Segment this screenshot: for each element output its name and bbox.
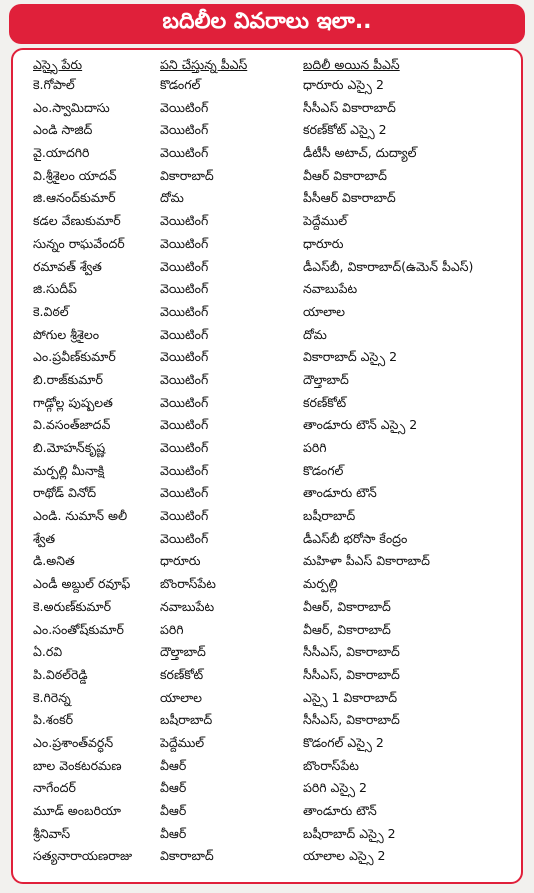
cell-si-name: శ్రీనివాస్ (33, 825, 71, 841)
cell-si-name: ఎండి. నుమాన్ అలీ (33, 508, 128, 524)
cell-si-name: పి.విఠల్‌రెడ్డి (33, 666, 88, 682)
cell-transferred-ps: కొడంగల్ ఎస్సై 2 (303, 734, 384, 750)
cell-current-ps: వెయిటింగ్ (160, 485, 209, 501)
cell-current-ps: వెయిటింగ్ (160, 145, 209, 161)
cell-transferred-ps: డీఎస్‌బీ భరోసా కేంద్రం (303, 530, 408, 546)
table-row (13, 74, 521, 97)
cell-transferred-ps: సీసీఎస్ వికారాబాద్ (303, 99, 396, 115)
table-row (13, 482, 521, 505)
table-row (13, 256, 521, 279)
cell-transferred-ps: దోమ (303, 326, 327, 342)
cell-si-name: పి.శంకర్ (33, 712, 74, 728)
cell-current-ps: వెయిటింగ్ (160, 303, 209, 319)
header-transferred-ps: బదిలీ అయిన పీఎస్ (303, 57, 400, 72)
cell-transferred-ps: ధారూరు ఎస్సై 2 (303, 77, 384, 92)
cell-current-ps: వీఆర్ (160, 780, 187, 796)
cell-si-name: ఏ.రవి (33, 644, 63, 660)
cell-current-ps: దౌల్తాబాద్ (160, 644, 206, 660)
cell-si-name: ఎం.ప్రశాంత్‌వర్ధన్ (33, 734, 114, 750)
cell-transferred-ps: డీటీసీ అటాచ్, దుద్యాల్ (303, 145, 417, 161)
page-title: బదిలీల వివరాలు ఇలా.. (9, 4, 525, 44)
cell-si-name: బి.మోహన్‌కృష్ణ (33, 440, 106, 455)
cell-si-name: సున్నం రాఘవేందర్ (33, 235, 125, 251)
cell-transferred-ps: తాండూరు టౌన్ (303, 803, 377, 818)
table-row (13, 210, 521, 233)
table-row (13, 142, 521, 165)
cell-transferred-ps: కొడంగల్ (303, 462, 344, 478)
cell-current-ps: బొంరాస్‌పేట (160, 576, 216, 592)
cell-si-name: ఎం.స్వామిదాసు (33, 99, 110, 115)
cell-si-name: వి.శ్రీశైలం యాదవ్ (33, 167, 117, 183)
cell-transferred-ps: పరిగి ఎస్సై 2 (303, 780, 367, 796)
cell-transferred-ps: కరణ్‌కోట్ (303, 394, 347, 410)
cell-si-name: పోగుల శ్రీశైలం (33, 326, 100, 342)
cell-current-ps: వెయిటింగ్ (160, 371, 209, 387)
table-body (13, 74, 521, 868)
cell-current-ps: ధారూరు (160, 553, 201, 569)
cell-transferred-ps: సీసీఎస్, వికారాబాద్ (303, 666, 400, 682)
cell-si-name: ఎండి సాజిద్ (33, 122, 93, 138)
cell-current-ps: వెయిటింగ్ (160, 213, 209, 229)
cell-transferred-ps: యాలాల (303, 303, 346, 319)
cell-current-ps: వెయిటింగ్ (160, 530, 209, 546)
table-row (13, 823, 521, 846)
cell-transferred-ps: డీఎస్‌బీ, వికారాబాద్(ఉమెన్ పీఎస్) (303, 258, 474, 274)
cell-current-ps: నవాబుపేట (160, 598, 215, 614)
table-row (13, 664, 521, 687)
table-header (13, 57, 521, 75)
cell-transferred-ps: దౌల్తాబాద్ (303, 371, 349, 387)
cell-current-ps: వెయిటింగ్ (160, 349, 209, 365)
cell-si-name: ఎం.సంతోష్‌కుమార్ (33, 621, 124, 637)
table-row (13, 596, 521, 619)
cell-si-name: బాల వెంకటరమణ (33, 757, 122, 773)
header-current-ps: పని చేస్తున్న పీఎస్ (160, 57, 248, 72)
cell-si-name: కె.అరుణ్‌కుమార్ (33, 598, 112, 614)
cell-current-ps: వీఆర్ (160, 803, 187, 818)
cell-si-name: శ్వేత (33, 530, 56, 546)
cell-current-ps: పెద్దేముల్ (160, 734, 205, 750)
table-row (13, 732, 521, 755)
cell-transferred-ps: వికారాబాద్ ఎస్సై 2 (303, 349, 398, 365)
table-row (13, 528, 521, 551)
cell-current-ps: వెయిటింగ్ (160, 440, 209, 455)
cell-transferred-ps: యాలాల ఎస్సై 2 (303, 848, 386, 864)
table-row (13, 573, 521, 596)
cell-current-ps: వెయిటింగ్ (160, 99, 209, 115)
cell-transferred-ps: వీఆర్, వికారాబాద్ (303, 621, 391, 637)
table-row (13, 619, 521, 642)
cell-current-ps: వెయిటింగ్ (160, 462, 209, 478)
cell-si-name: మర్పల్లి మీనాక్షి (33, 462, 105, 478)
header-si-name: ఎస్సై పేరు (33, 57, 83, 72)
cell-si-name: సత్యనారాయణరాజు (33, 848, 133, 864)
table-row (13, 119, 521, 142)
cell-transferred-ps: మర్పల్లి (303, 576, 338, 592)
cell-transferred-ps: సీసీఎస్, వికారాబాద్ (303, 712, 400, 728)
table-row (13, 777, 521, 800)
cell-transferred-ps: వీఆర్ వికారాబాద్ (303, 167, 387, 183)
cell-current-ps: వెయిటింగ్ (160, 122, 209, 138)
cell-current-ps: వెయిటింగ్ (160, 326, 209, 342)
table-row (13, 800, 521, 823)
cell-si-name: వై.యాదగిరి (33, 145, 90, 161)
cell-current-ps: వీఆర్ (160, 825, 187, 841)
cell-current-ps: దోమ (160, 190, 184, 206)
cell-si-name: కె.విఠల్ (33, 303, 69, 319)
cell-current-ps: వీఆర్ (160, 757, 187, 773)
cell-si-name: జి.ఆనంద్‌కుమార్ (33, 190, 116, 206)
cell-si-name: బి.రాజ్‌కుమార్ (33, 371, 103, 387)
cell-si-name: కడల వేణుకుమార్ (33, 213, 121, 229)
cell-transferred-ps: ధారూరు (303, 235, 344, 251)
cell-si-name: నాగేందర్ (33, 780, 76, 796)
cell-current-ps: వెయిటింగ్ (160, 394, 209, 410)
cell-current-ps: వెయిటింగ్ (160, 508, 209, 524)
cell-transferred-ps: పీసీఆర్ వికారాబాద్ (303, 190, 396, 206)
cell-current-ps: వెయిటింగ్ (160, 258, 209, 274)
cell-si-name: ఎండీ అబ్దుల్ రవూఫ్ (33, 576, 131, 592)
cell-si-name: రమావత్ శ్వేత (33, 258, 102, 274)
cell-transferred-ps: తాండూరు టౌన్ ఎస్సై 2 (303, 417, 418, 433)
cell-si-name: కె.గోపాల్ (33, 77, 75, 92)
cell-transferred-ps: బషీరాబాద్ (303, 508, 356, 524)
table-row (13, 755, 521, 778)
cell-transferred-ps: కరణ్‌కోట్ ఎస్సై 2 (303, 122, 387, 138)
table-row (13, 550, 521, 573)
cell-current-ps: యాలాల (160, 689, 203, 705)
cell-transferred-ps: ఎస్సై 1 వికారాబాద్ (303, 689, 398, 705)
table-row (13, 414, 521, 437)
cell-si-name: వి.వసంత్‌జాదవ్ (33, 417, 111, 433)
cell-current-ps: బషీరాబాద్ (160, 712, 213, 728)
cell-current-ps: వెయిటింగ్ (160, 417, 209, 433)
cell-transferred-ps: పెద్దేముల్ (303, 213, 348, 229)
cell-transferred-ps: తాండూరు టౌన్ (303, 485, 377, 501)
table-row (13, 346, 521, 369)
cell-si-name: గాడ్గోల్ల పుష్పలత (33, 394, 113, 410)
cell-current-ps: కరణ్‌కోట్ (160, 666, 204, 682)
cell-transferred-ps: సీసీఎస్, వికారాబాద్ (303, 644, 400, 660)
table-row (13, 165, 521, 188)
cell-current-ps: కొడంగల్ (160, 77, 201, 92)
table-row (13, 233, 521, 256)
table-row (13, 301, 521, 324)
cell-current-ps: పరిగి (160, 621, 184, 637)
cell-si-name: రాథోడ్ వినోద్ (33, 485, 97, 501)
cell-current-ps: వెయిటింగ్ (160, 281, 209, 297)
cell-current-ps: వికారాబాద్ (160, 848, 214, 864)
table-row (13, 709, 521, 732)
table-row (13, 641, 521, 664)
cell-transferred-ps: వీఆర్, వికారాబాద్ (303, 598, 391, 614)
cell-si-name: డి.అనిత (33, 553, 75, 569)
table-row (13, 187, 521, 210)
table-row (13, 845, 521, 868)
table-row (13, 687, 521, 710)
cell-transferred-ps: బషీరాబాద్ ఎస్సై 2 (303, 825, 396, 841)
table-row (13, 392, 521, 415)
cell-transferred-ps: నవాబుపేట (303, 281, 358, 297)
cell-si-name: మూడ్ అంబరియా (33, 803, 122, 818)
table-row (13, 324, 521, 347)
cell-transferred-ps: బొంరాస్‌పేట (303, 757, 359, 773)
transfer-table (11, 48, 523, 884)
table-row (13, 505, 521, 528)
table-row (13, 369, 521, 392)
cell-transferred-ps: మహిళా పీఎస్ వికారాబాద్ (303, 553, 430, 569)
table-row (13, 437, 521, 460)
cell-si-name: ఎం.ప్రవీణ్‌కుమార్ (33, 349, 116, 365)
cell-transferred-ps: పరిగి (303, 440, 327, 455)
cell-si-name: కె.గిరెన్న (33, 689, 71, 705)
table-row (13, 97, 521, 120)
cell-current-ps: వెయిటింగ్ (160, 235, 209, 251)
table-row (13, 278, 521, 301)
cell-si-name: జి.సుదీప్ (33, 281, 77, 297)
cell-current-ps: వికారాబాద్ (160, 167, 214, 183)
table-row (13, 460, 521, 483)
